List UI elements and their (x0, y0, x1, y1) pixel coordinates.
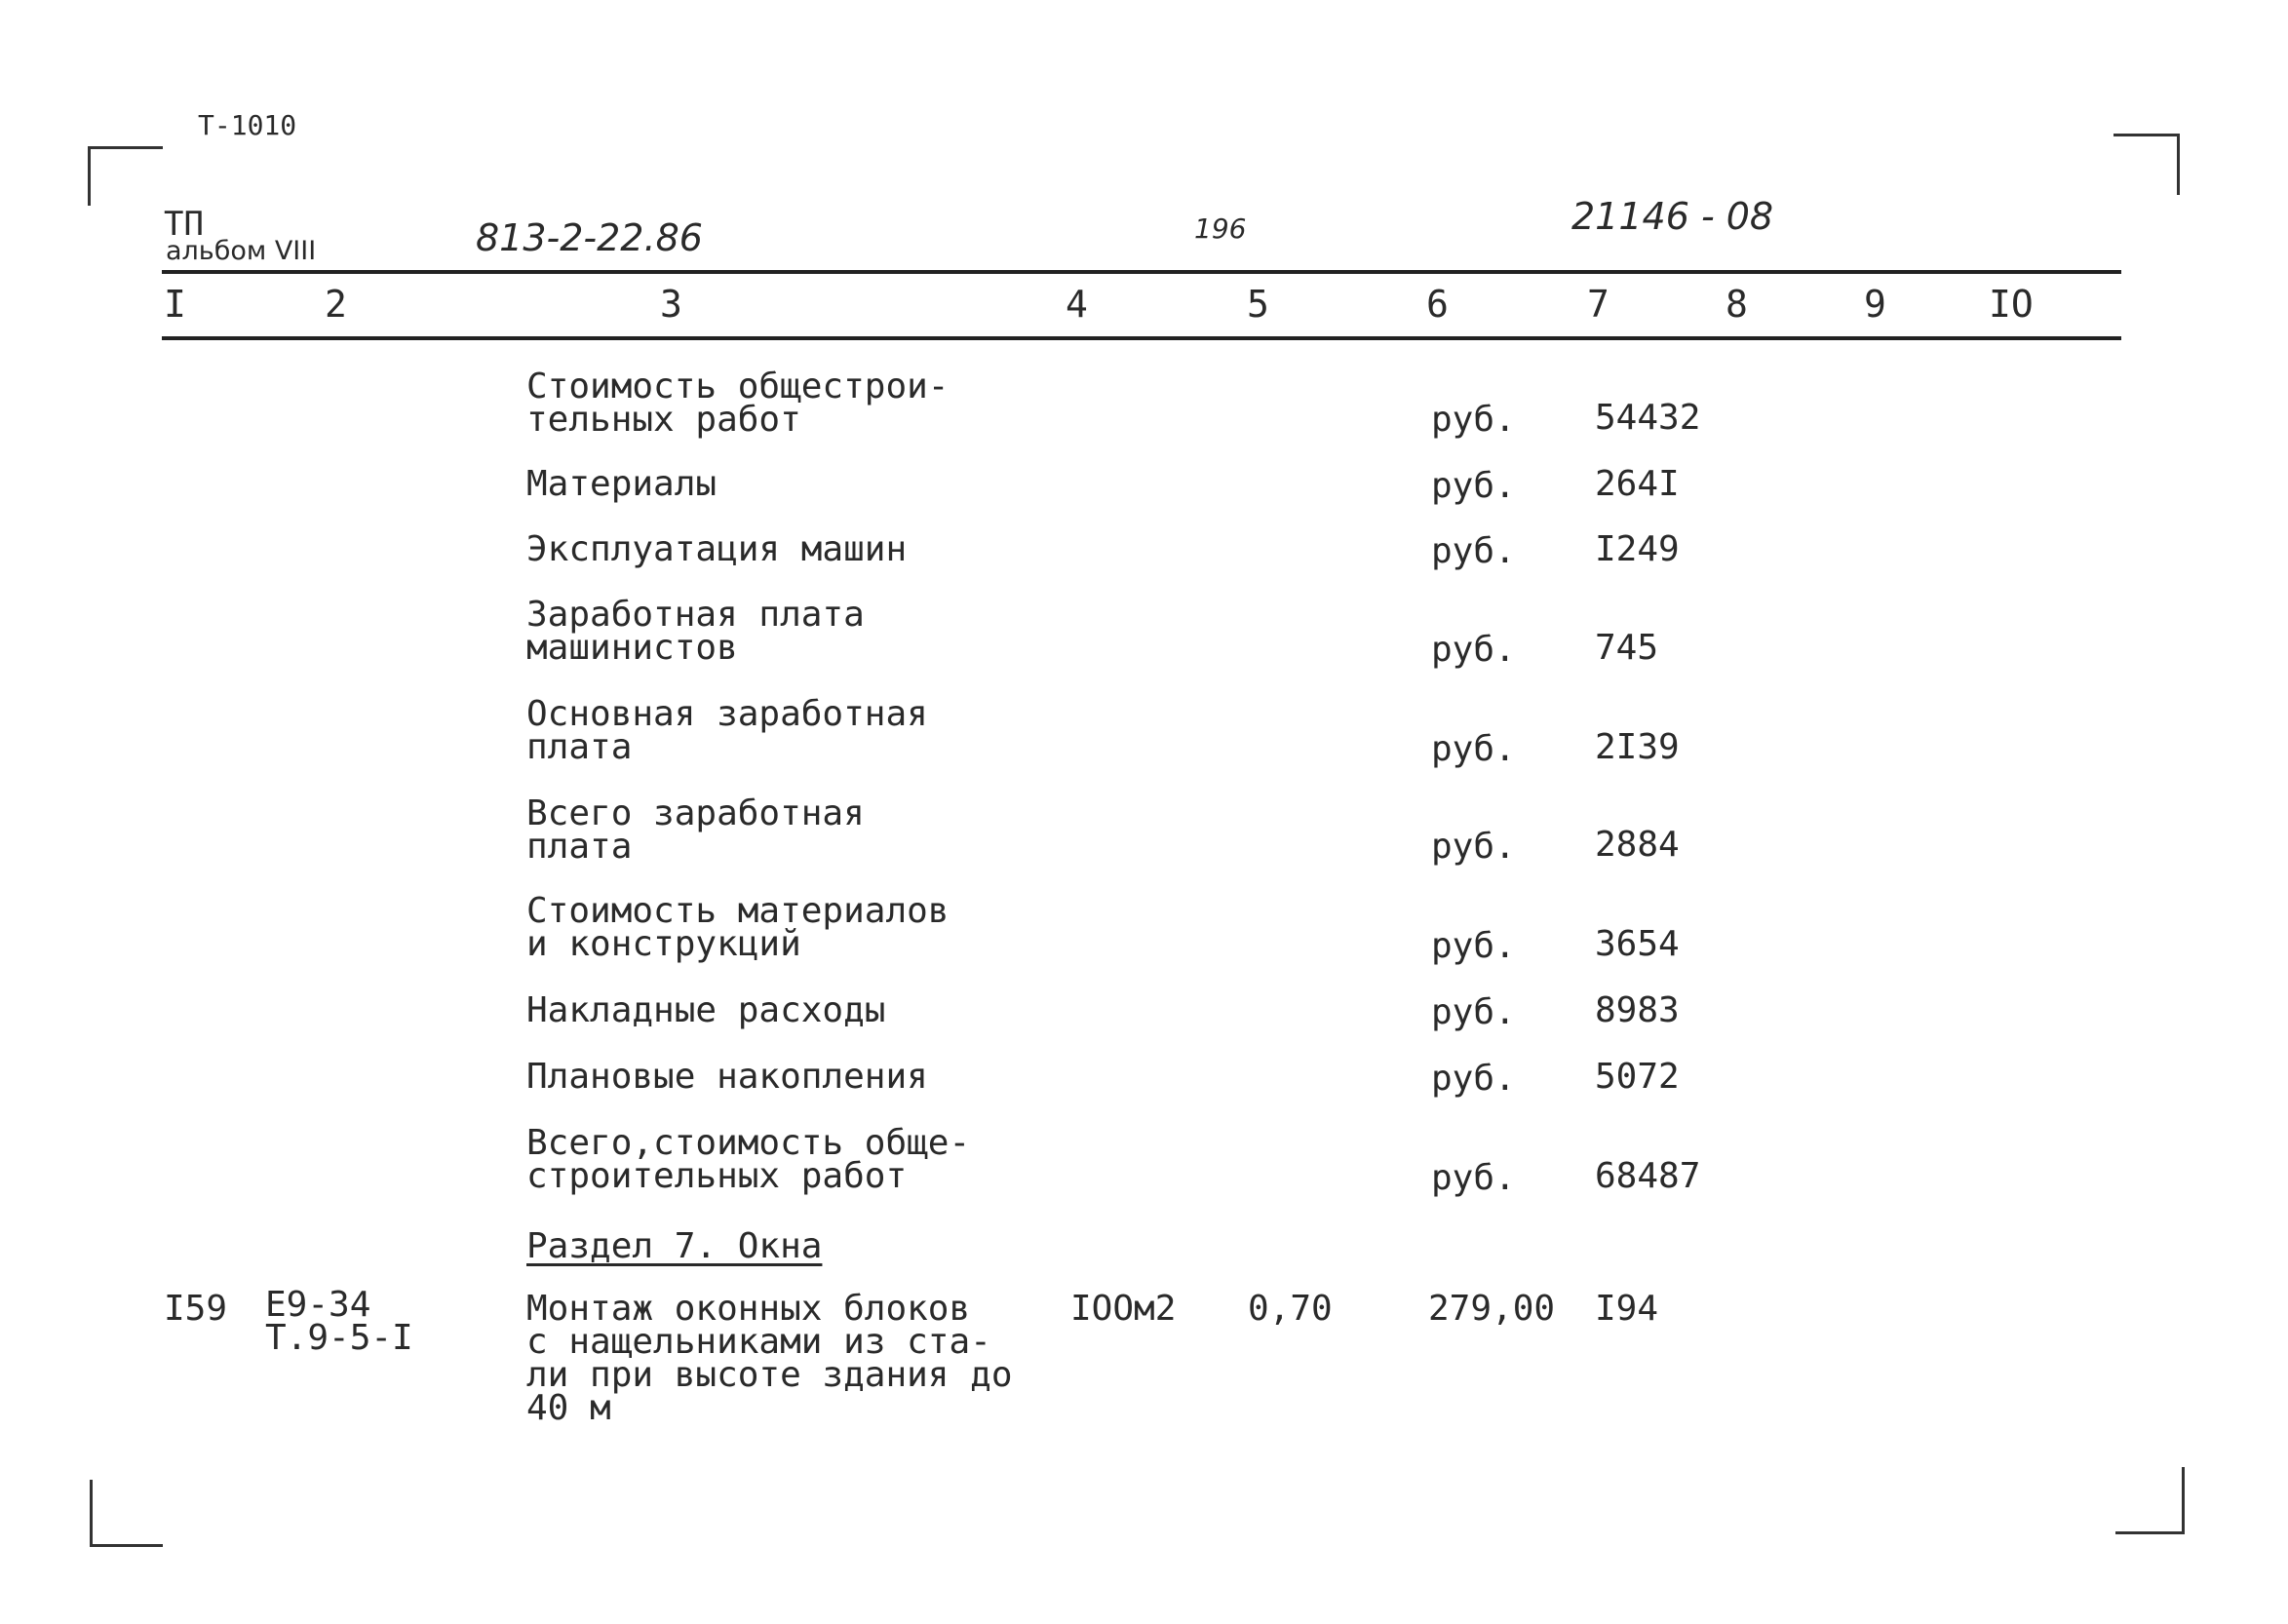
item-total: I94 (1595, 1289, 1659, 1329)
table-row-label: Всего заработная плата (526, 793, 865, 867)
table-row-unit: руб. (1431, 992, 1516, 1032)
table-row-label: Материалы (526, 464, 717, 504)
table-row-label: Всего,стоимость обще- строительных работ (526, 1123, 971, 1196)
doc-code: Т-1010 (198, 109, 297, 141)
column-number-8: 8 (1726, 283, 1748, 326)
item-description: Монтаж оконных блоков с нащельниками из ста- ли при высоте здания до 40 м (526, 1289, 1013, 1428)
table-row-value: 2884 (1595, 825, 1680, 865)
corner-mark-top-right (2113, 134, 2180, 195)
column-number-5: 5 (1247, 283, 1269, 326)
column-number-6: 6 (1426, 283, 1449, 326)
table-row-value: 2I39 (1595, 727, 1680, 767)
table-row-unit: руб. (1431, 926, 1516, 966)
column-number-1: I (164, 283, 186, 326)
header-rule-top (162, 270, 2121, 274)
table-row-label: Заработная плата машинистов (526, 595, 865, 668)
column-number-3: 3 (660, 283, 682, 326)
table-row-value: 745 (1595, 628, 1659, 668)
item-quantity: 0,70 (1248, 1289, 1333, 1329)
table-row-unit: руб. (1431, 1059, 1516, 1099)
column-number-9: 9 (1864, 283, 1886, 326)
album-label: альбом VIII (166, 236, 317, 266)
table-row-label: Основная заработная плата (526, 694, 928, 767)
item-number: I59 (164, 1289, 228, 1329)
column-number-2: 2 (325, 283, 347, 326)
section-title: Раздел 7. Окна (526, 1226, 823, 1266)
table-row-label: Плановые накопления (526, 1057, 928, 1097)
table-row-unit: руб. (1431, 827, 1516, 867)
tp-label: ТП (164, 205, 204, 244)
table-row-value: 8983 (1595, 990, 1680, 1030)
table-row-unit: руб. (1431, 400, 1516, 440)
table-row-unit: руб. (1431, 1158, 1516, 1198)
table-row-unit: руб. (1431, 466, 1516, 506)
corner-mark-bottom-right (2115, 1467, 2185, 1534)
column-number-4: 4 (1066, 283, 1088, 326)
header-rule-bottom (162, 336, 2121, 340)
table-row-value: 5072 (1595, 1057, 1680, 1097)
page-number: 196 (1194, 213, 1247, 245)
table-row-label: Стоимость материалов и конструкций (526, 891, 950, 964)
table-row-unit: руб. (1431, 729, 1516, 769)
item-price: 279,00 (1428, 1289, 1556, 1329)
table-row-label: Эксплуатация машин (526, 529, 908, 569)
table-row-value: I249 (1595, 529, 1680, 569)
table-row-label: Стоимость общестрои- тельных работ (526, 367, 950, 440)
table-row-label: Накладные расходы (526, 990, 886, 1030)
item-code: Е9-34 Т.9-5-I (265, 1285, 413, 1358)
corner-mark-top-left (88, 146, 163, 206)
table-row-value: 54432 (1595, 398, 1701, 438)
table-row-value: 68487 (1595, 1156, 1701, 1196)
column-number-10: IO (1989, 283, 2034, 326)
table-row-unit: руб. (1431, 630, 1516, 670)
table-row-value: 3654 (1595, 924, 1680, 964)
sheet-code: 21146 - 08 (1571, 195, 1774, 238)
project-number: 813-2-22.86 (476, 216, 703, 259)
table-row-value: 264I (1595, 464, 1680, 504)
column-number-7: 7 (1587, 283, 1609, 326)
item-unit: IOOм2 (1070, 1289, 1177, 1329)
corner-mark-bottom-left (90, 1480, 163, 1547)
table-row-unit: руб. (1431, 531, 1516, 571)
